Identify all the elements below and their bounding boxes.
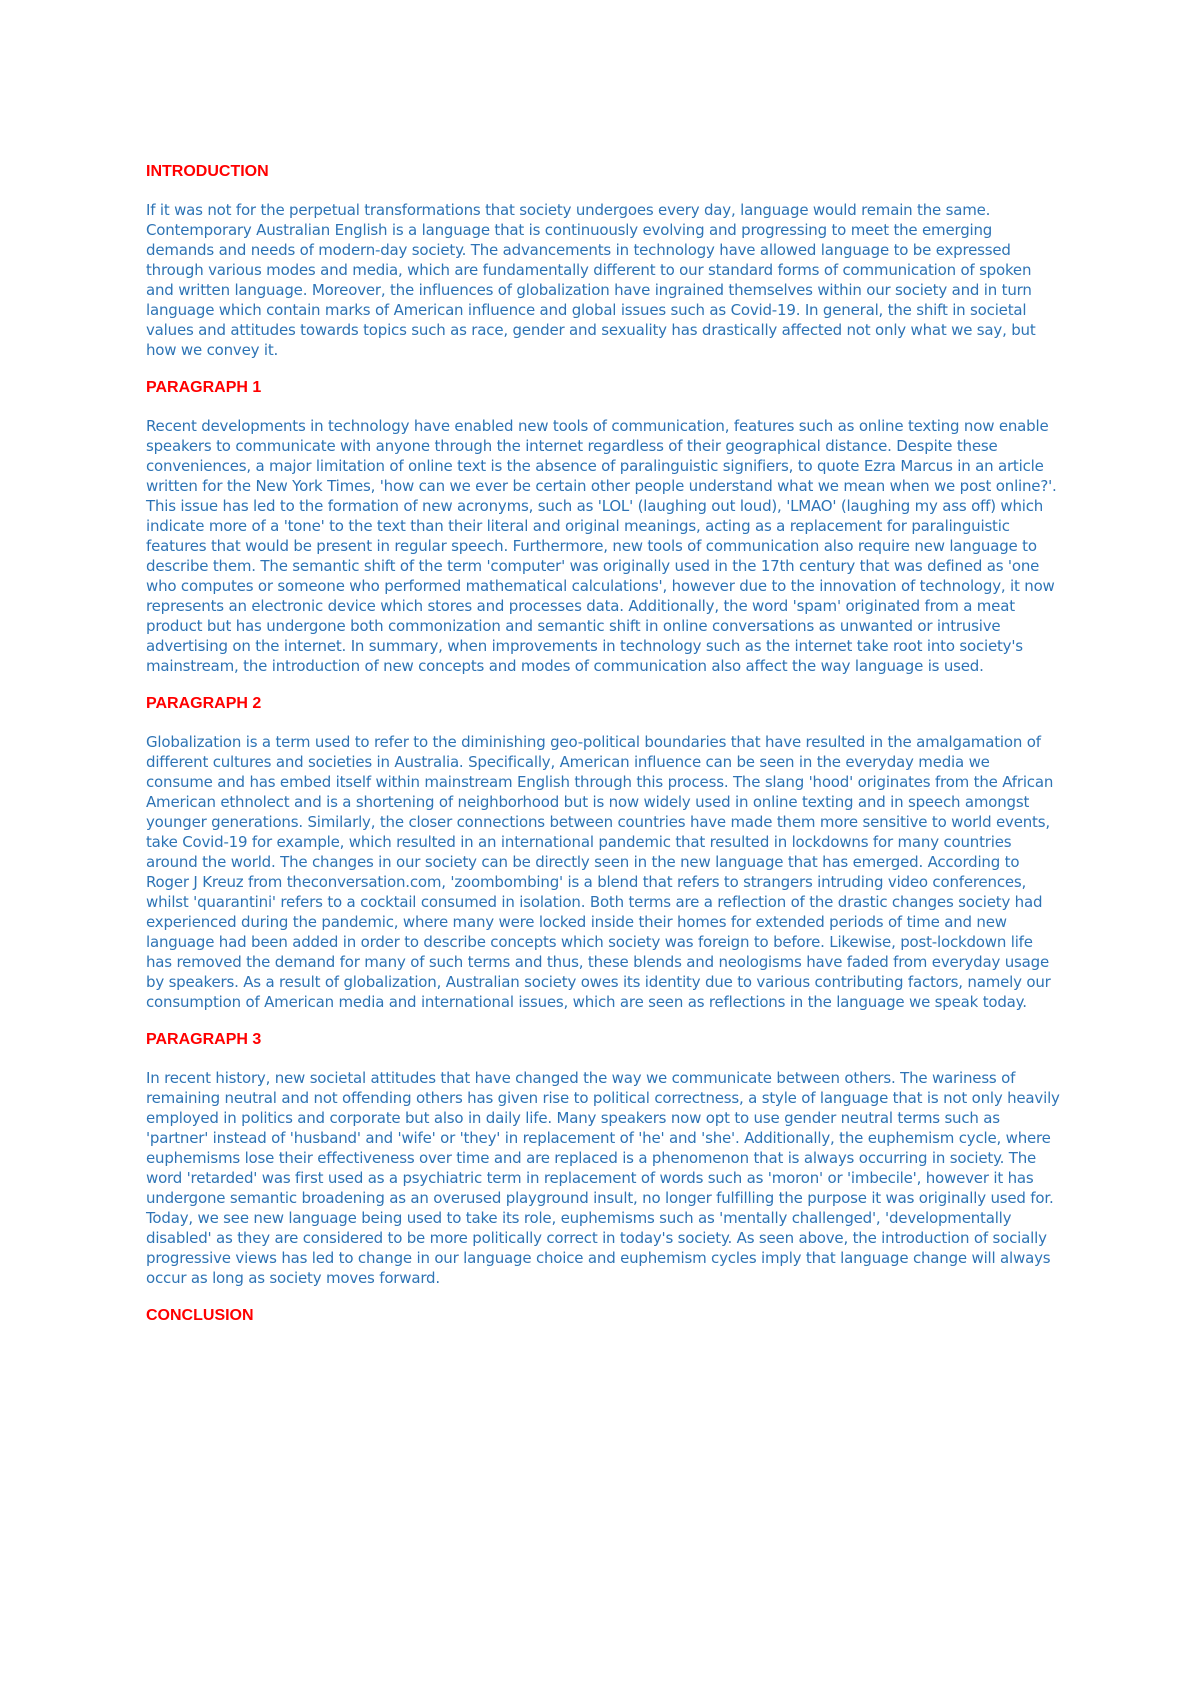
- section-heading-paragraph-3: PARAGRAPH 3: [146, 1031, 262, 1048]
- section-heading-introduction: INTRODUCTION: [146, 163, 269, 180]
- section-heading-paragraph-2: PARAGRAPH 2: [146, 695, 262, 712]
- section-text-paragraph-1: Recent developments in technology have enabled new tools of communication, features such as online texting now enable speakers to communicate with anyone through the internet regardless of their geographical distance. Despite these conveniences, a major limitation of online text is the absence of paralinguistic signifiers, to quote Ezra Marcus in an article written for the New York Times, 'how can we ever be certain other people understand what we mean when we post online?'. This issue has led to the formation of new acronyms, such as 'LOL' (laughing out loud), 'LMAO' (laughing my ass off) which indicate more of a 'tone' to the text than their literal and original meanings, acting as a replacement for paralinguistic features that would be present in regular speech. Furthermore, new tools of communication also require new language to describe them. The semantic shift of the term 'computer' was originally used in the 17th century that was defined as 'one who computes or someone who performed mathematical calculations', however due to the innovation of technology, it now represents an electronic device which stores and processes data. Additionally, the word 'spam' originated from a meat product but has undergone both commonization and semantic shift in online conversations as unwanted or intrusive advertising on the internet. In summary, when improvements in technology such as the internet take root into society's mainstream, the introduction of new concepts and modes of communication also affect the way language is used.: [146, 417, 1057, 675]
- section-text-introduction: If it was not for the perpetual transformations that society undergoes every day, language would remain the same. Contemporary Australian English is a language that is continuously evolving and progressing to meet the emerging demands and needs of modern-day society. The advancements in technology have allowed language to be expressed through various modes and media, which are fundamentally different to our standard forms of communication of spoken and written language. Moreover, the influences of globalization have ingrained themselves within our society and in turn language which contain marks of American influence and global issues such as Covid-19. In general, the shift in societal values and attitudes towards topics such as race, gender and sexuality has drastically affected not only what we say, but how we convey it.: [146, 201, 1036, 359]
- section-heading-paragraph-1: PARAGRAPH 1: [146, 379, 262, 396]
- section-heading-conclusion: CONCLUSION: [146, 1307, 254, 1324]
- section-text-paragraph-3: In recent history, new societal attitudes that have changed the way we communicate between others. The wariness of remaining neutral and not offending others has given rise to political correctness, a style of language that is not only heavily employed in politics and corporate but also in daily life. Many speakers now opt to use gender neutral terms such as 'partner' instead of 'husband' and 'wife' or 'they' in replacement of 'he' and 'she'. Additionally, the euphemism cycle, where euphemisms lose their effectiveness over time and are replaced is a phenomenon that is always occurring in society. The word 'retarded' was first used as a psychiatric term in replacement of words such as 'moron' or 'imbecile', however it has undergone semantic broadening as an overused playground insult, no longer fulfilling the purpose it was originally used for. Today, we see new language being used to take its role, euphemisms such as 'mentally challenged', 'developmentally disabled' as they are considered to be more politically correct in today's society. As seen above, the introduction of socially progressive views has led to change in our language choice and euphemism cycles imply that language change will always occur as long as society moves forward.: [146, 1069, 1060, 1287]
- section-text-paragraph-2: Globalization is a term used to refer to the diminishing geo-political boundaries that have resulted in the amalgamation of different cultures and societies in Australia. Specifically, American influence can be seen in the everyday media we consume and has embed itself within mainstream English through this process. The slang 'hood' originates from the African American ethnolect and is a shortening of neighborhood but is now widely used in online texting and in speech amongst younger generations. Similarly, the closer connections between countries have made them more sensitive to world events, take Covid-19 for example, which resulted in an international pandemic that resulted in lockdowns for many countries around the world. The changes in our society can be directly seen in the new language that has emerged. According to Roger J Kreuz from theconversation.com, 'zoombombing' is a blend that refers to strangers intruding video conferences, whilst 'quarantini' refers to a cocktail consumed in isolation. Both terms are a reflection of the drastic changes society had experienced during the pandemic, where many were locked inside their homes for extended periods of time and new language had been added in order to describe concepts which society was foreign to before. Likewise, post-lockdown life has removed the demand for many of such terms and thus, these blends and neologisms have faded from everyday usage by speakers. As a result of globalization, Australian society owes its identity due to various contributing factors, namely our consumption of American media and international issues, which are seen as reflections in the language we speak today.: [146, 733, 1054, 1011]
